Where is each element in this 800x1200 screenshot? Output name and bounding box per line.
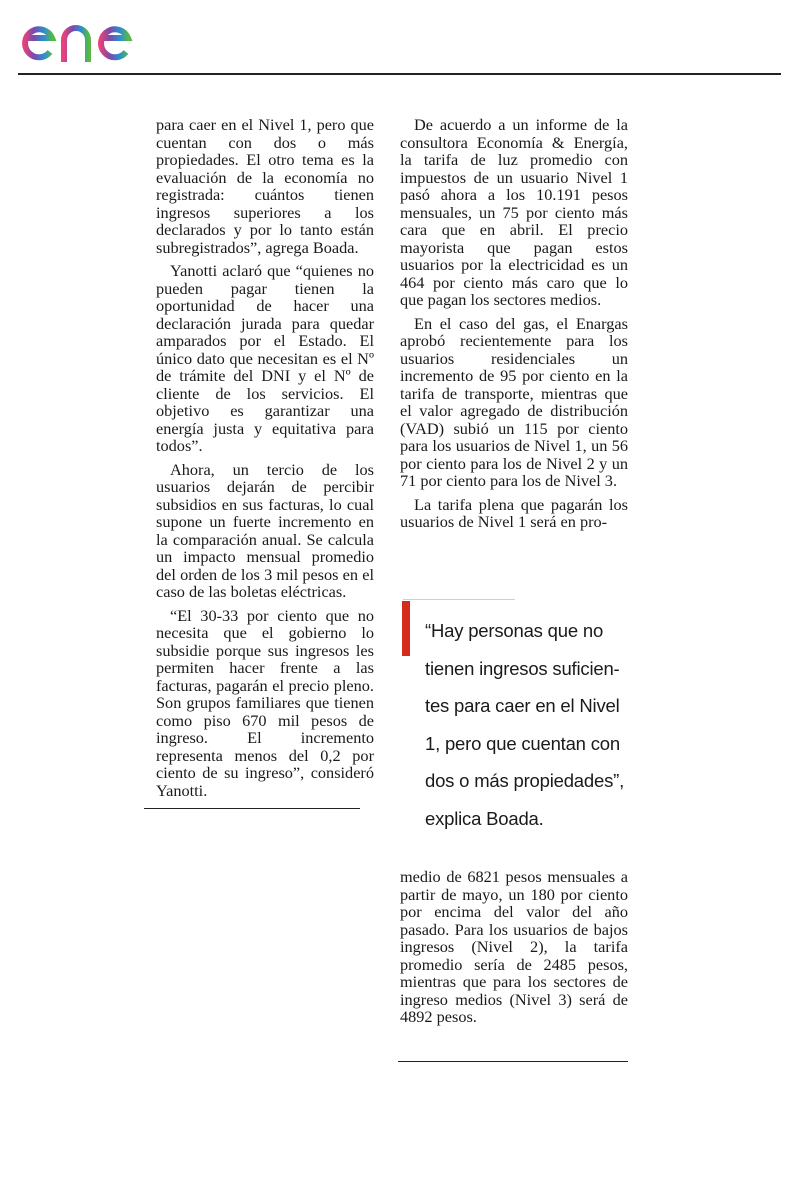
paragraph: La tarifa plena que pagarán los usuarios de Nivel 1 será en pro-: [400, 494, 628, 531]
pull-quote-line: “Hay personas que no: [425, 620, 604, 641]
pull-quote: [425, 612, 645, 837]
pull-quote-line: dos o más propiedades”,: [425, 770, 625, 791]
pull-quote-line: explica Boada.: [425, 807, 544, 829]
paragraph: Yanotti aclaró que “quienes no pueden pagar tienen la oportunidad de hacer una declaración jurada para quedar amparados por el Estado. El único dato que necesitan es el Nº de trámite del DNI y el Nº de cliente de los servicios. El objetivo es garantizar una energía justa y equitativa para todos”.: [156, 261, 374, 455]
article-column-right-top: [400, 116, 628, 537]
enel-logo: [16, 6, 186, 68]
paragraph: Ahora, un tercio de los usuarios dejarán de percibir subsidios en sus facturas, lo cual supone un fuerte incremento en la comparación anual. Se calcula un impacto mensual promedio del orden de los 3 mil pesos en el caso de las boletas eléctricas.: [156, 459, 374, 601]
pull-quote-accent-bar: [402, 601, 410, 656]
column-end-rule: [144, 808, 360, 809]
paragraph: para caer en el Nivel 1, pero que cuentan con dos o más propiedades. El otro tema es la evaluación de la economía no registrada: cuántos tienen ingresos superiores a los declarados y por lo tanto están subregistrados”, agrega Boada.: [156, 115, 374, 257]
paragraph: “El 30-33 por ciento que no necesita que el gobierno lo subsidie porque sus ingresos les permiten hacer frente a las facturas, pagarán el precio pleno. Son grupos familiares que tienen como piso 670 mil pesos de ingreso. El incremento representa menos del 0,2 por ciento de su ingreso”, consideró Yanotti.: [156, 605, 374, 800]
article-column-left: [156, 116, 374, 805]
header-rule: [18, 73, 781, 75]
paragraph: En el caso del gas, el Enargas aprobó recientemente para los usuarios residenciales un incremento de 95 por ciento en la tarifa de transporte, mientras que el valor agregado de distribución (VAD) subió un 115 por ciento para los usuarios de Nivel 1, un 56 por ciento para los de Nivel 2 y un 71 por ciento para los de Nivel 3.: [400, 313, 628, 490]
article-column-right-bottom: [400, 868, 628, 1032]
pull-quote-top-line: [403, 599, 515, 600]
paragraph: De acuerdo a un informe de la consultora Economía & Energía, la tarifa de luz promedio con impuestos de un usuario Nivel 1 pasó ahora a los 10.191 pesos mensuales, un 75 por ciento más cara que en abril. El precio mayorista que pagan estos usuarios por la electricidad es un 464 por ciento más caro que lo que pagan los sectores medios.: [400, 115, 628, 309]
pull-quote-line: 1, pero que cuentan con: [425, 732, 620, 754]
pull-quote-line: tienen ingresos suficien-: [425, 657, 620, 679]
paragraph: medio de 6821 pesos mensuales a partir de mayo, un 180 por ciento por encima del valor del año pasado. Para los usuarios de bajos ingresos (Nivel 2), la tarifa promedio sería de 2485 pesos, mientras que para los sectores de ingreso medios (Nivel 3) será de 4892 pesos.: [400, 867, 628, 1026]
pull-quote-line: tes para caer en el Nivel: [425, 695, 620, 716]
column-end-rule: [398, 1061, 628, 1062]
